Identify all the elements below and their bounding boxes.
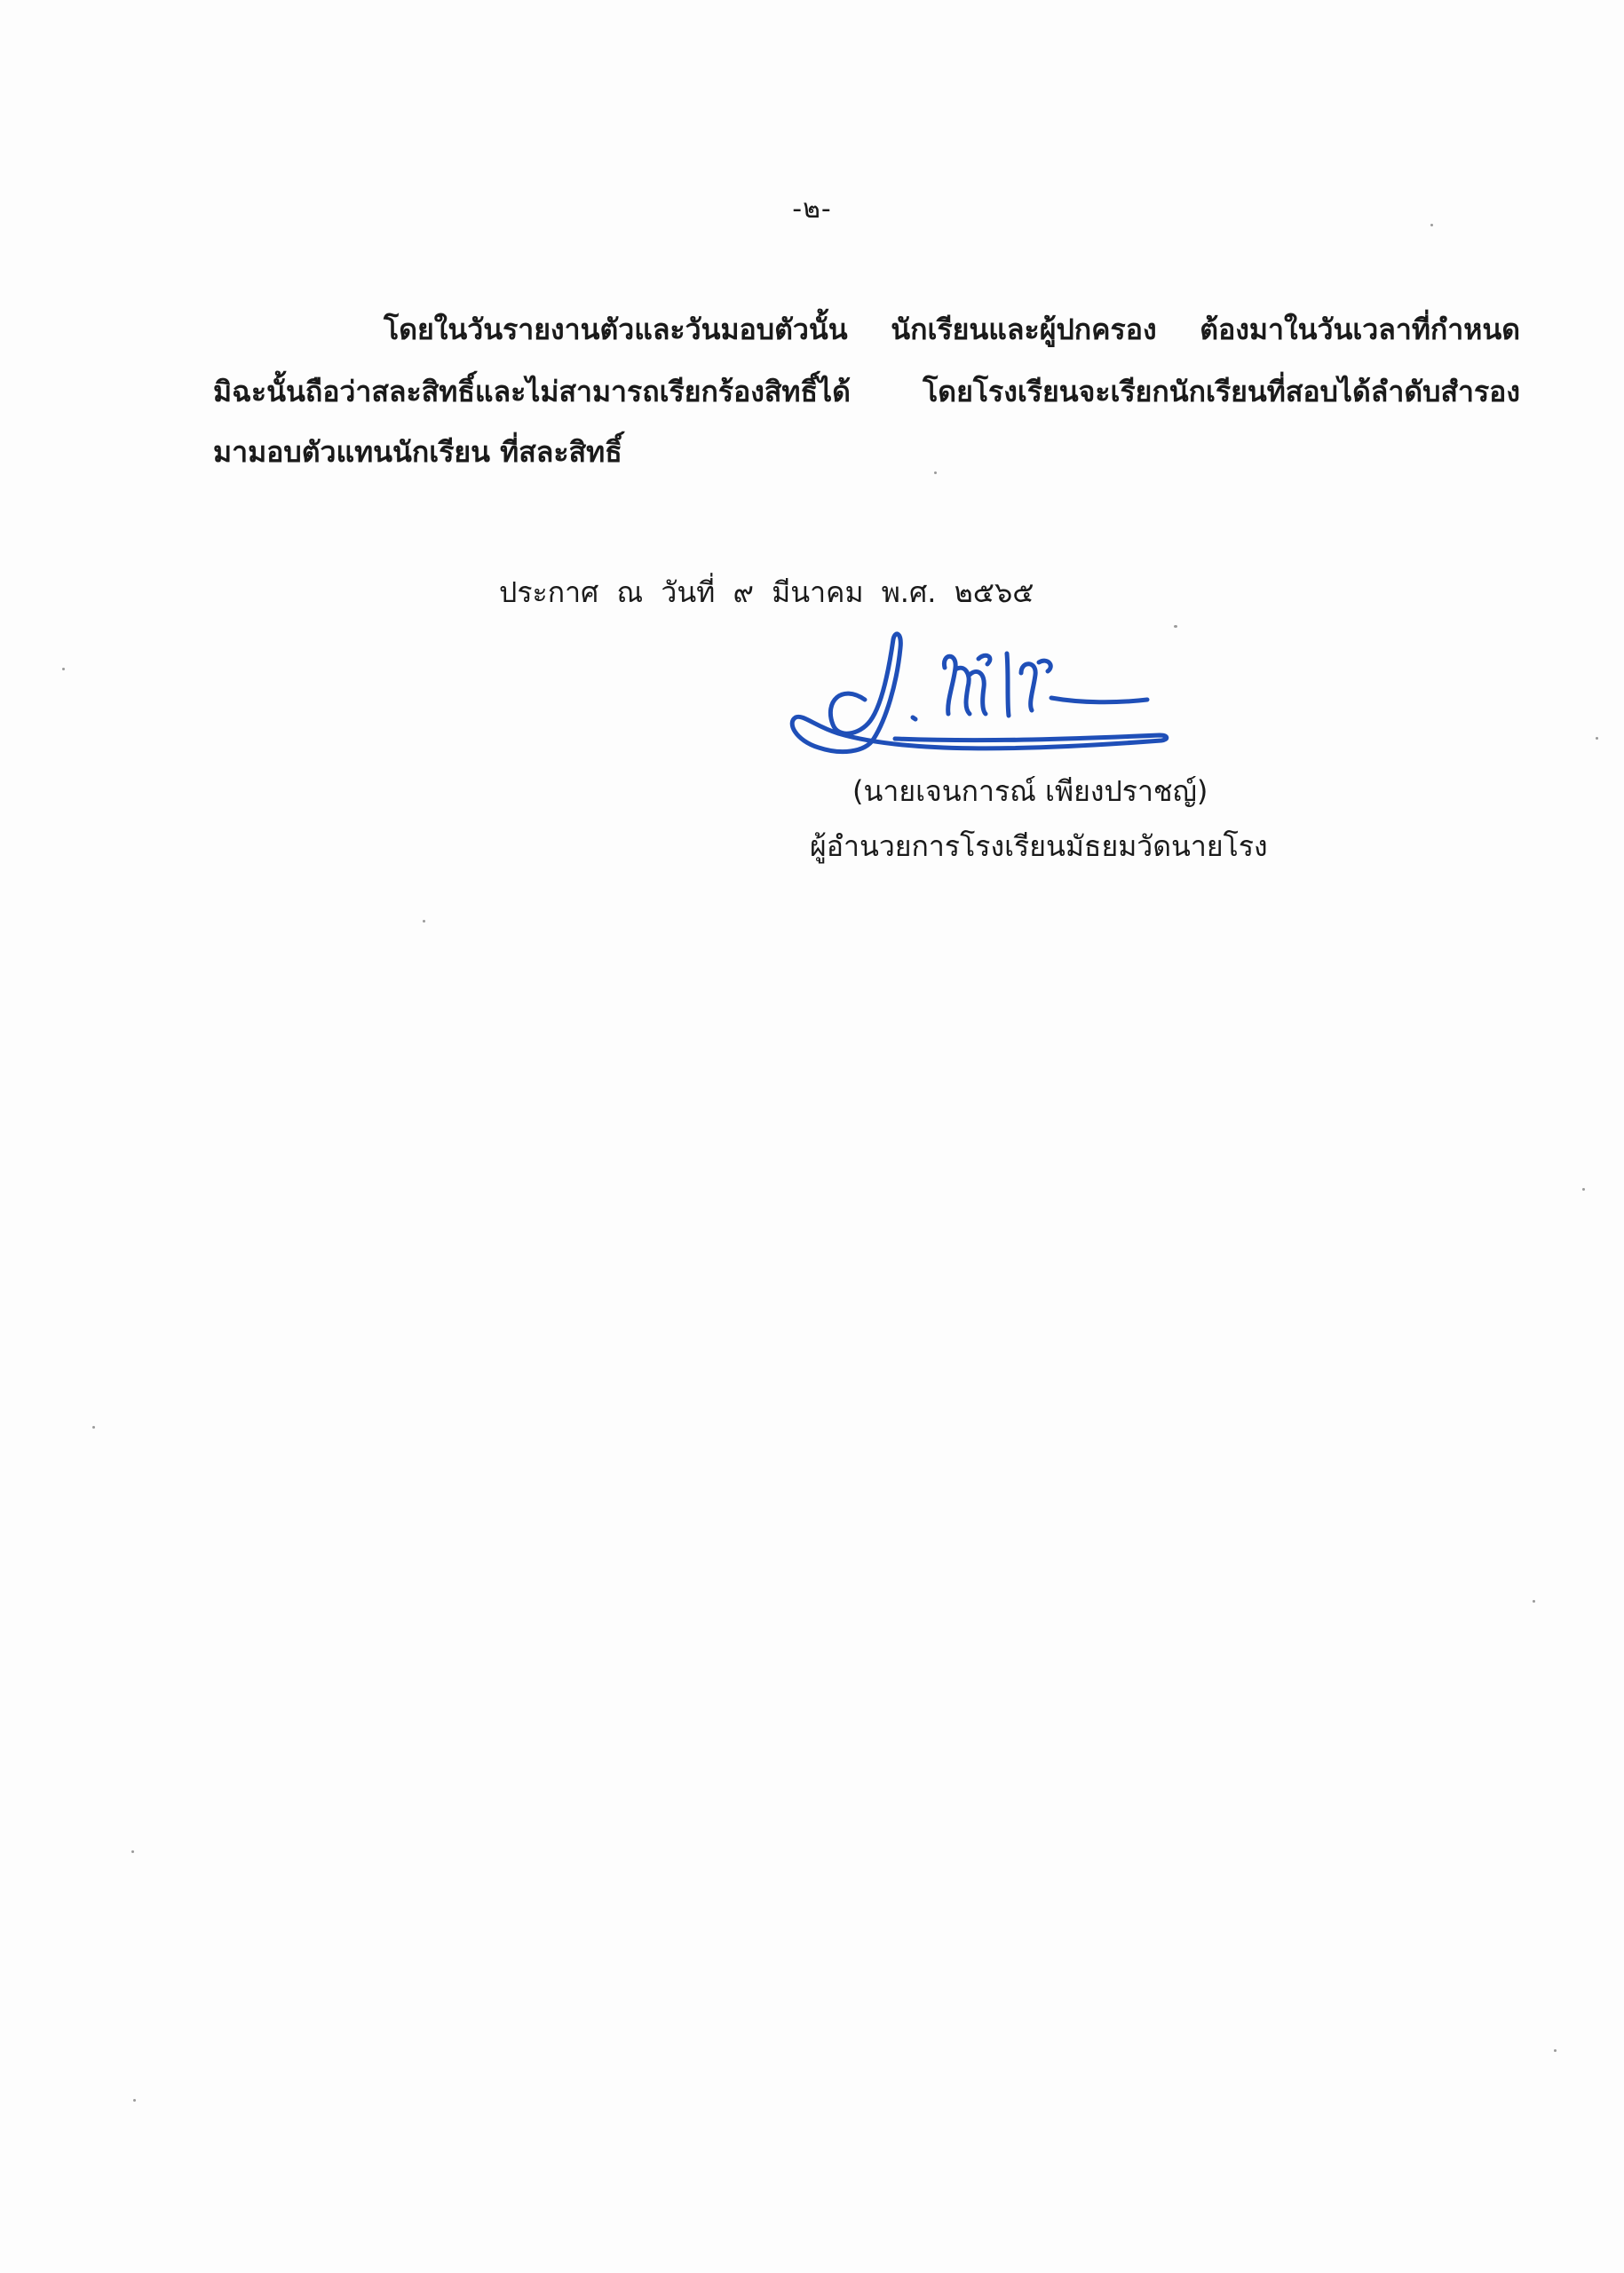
paragraph-line-3: มามอบตัวแทนนักเรียน ที่สละสิทธิ์ <box>213 435 622 469</box>
announcement-date: ประกาศ ณ วันที่ ๙ มีนาคม พ.ศ. ๒๕๖๕ <box>499 575 1034 609</box>
signature-stroke-end <box>1021 661 1147 710</box>
scan-speck <box>1554 2049 1557 2052</box>
signature-stroke-vertical <box>1007 653 1009 716</box>
paragraph-line-1: โดยในวันรายงานตัวและวันมอบตัวนั้น นักเรียนและผู้ปกครอง ต้องมาในวันเวลาที่กำหนด <box>384 313 1520 346</box>
scan-speck <box>1533 1600 1535 1603</box>
scan-speck <box>1596 737 1598 740</box>
scan-speck <box>133 2099 136 2102</box>
handwritten-signature <box>788 622 1179 781</box>
scan-speck <box>423 920 425 923</box>
page-number: -๒- <box>792 194 832 225</box>
scan-speck <box>92 1426 95 1429</box>
scan-speck <box>131 1850 134 1853</box>
paragraph-line-2: มิฉะนั้นถือว่าสละสิทธิ์และไม่สามารถเรียกร้องสิทธิ์ได้ โดยโรงเรียนจะเรียกนักเรียนที่สอบได้ลำดับสำรอง <box>213 375 1520 408</box>
scan-speck <box>934 471 937 474</box>
signer-title: ผู้อำนวยการโรงเรียนมัธยมวัดนายโรง <box>810 829 1268 863</box>
signature-dot <box>913 717 915 719</box>
signature-stroke-main <box>792 634 1167 752</box>
scan-speck <box>1430 224 1433 226</box>
signer-name: (นายเจนการณ์ เพียงปราชญ์) <box>852 774 1208 808</box>
scan-speck <box>1174 625 1177 628</box>
scan-speck <box>62 668 65 670</box>
scan-speck <box>1582 1188 1585 1191</box>
signature-stroke-middle <box>944 655 990 714</box>
